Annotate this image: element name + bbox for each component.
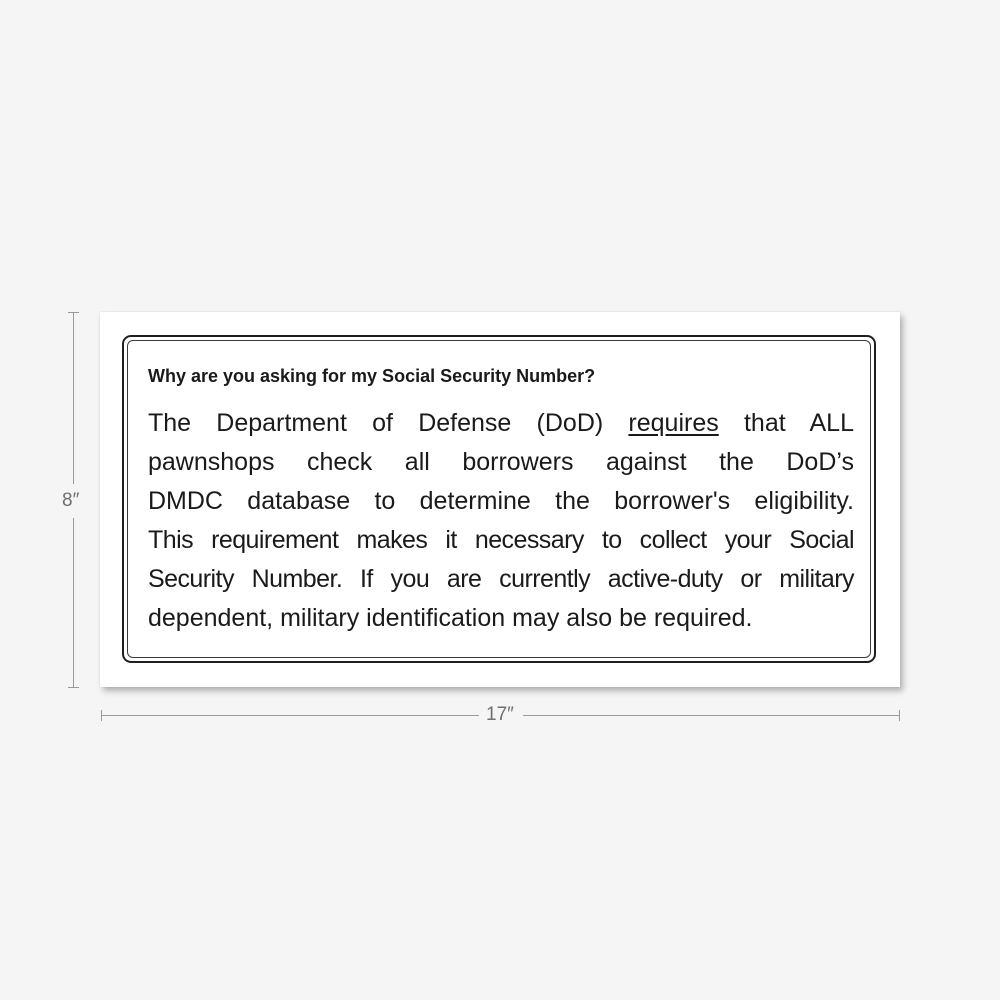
height-dimension-label: 8″ — [62, 490, 80, 511]
width-dimension-right-cap — [899, 710, 900, 721]
sign-heading: Why are you asking for my Social Security Number? — [148, 366, 596, 386]
line1-text-end: that ALL — [718, 409, 854, 437]
sign-body-line-1 — [148, 404, 854, 443]
width-dimension-label: 17″ — [486, 704, 514, 725]
requires-underlined-word: requires — [628, 409, 719, 437]
height-dimension-line-upper — [73, 312, 74, 484]
height-dimension-bottom-cap — [68, 687, 79, 688]
sign-body-line-3: DMDC database to determine the borrower's eligibility. — [148, 487, 854, 515]
sign-body-text — [148, 404, 854, 638]
width-dimension-line-left — [101, 715, 479, 716]
sign-body-line-2: pawnshops check all borrowers against the DoD’s — [148, 448, 854, 476]
sign-board — [100, 312, 900, 687]
width-dimension-line-right — [523, 715, 899, 716]
sign-body-line-4: This requirement makes it necessary to collect your Social — [148, 526, 854, 554]
height-dimension-line-lower — [73, 518, 74, 687]
sign-body-line-5: Security Number. If you are currently active-duty or military — [148, 565, 854, 593]
sign-body-line-6: dependent, military identification may also be required. — [148, 604, 753, 632]
line1-text-start: The Department of Defense (DoD) — [148, 409, 629, 437]
